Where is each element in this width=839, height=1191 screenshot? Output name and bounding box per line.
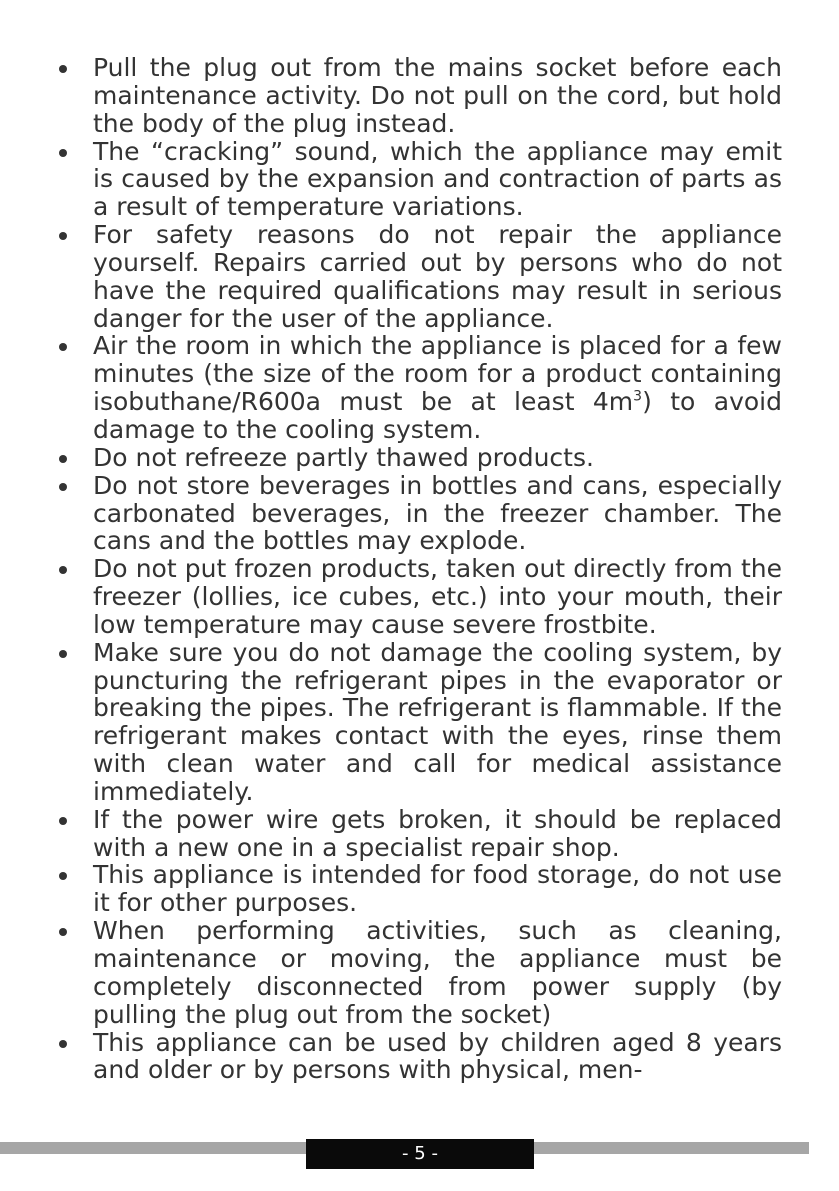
list-item-text: Do not store beverages in bottles and cans, especially carbonated beverages, in the freezer chamber. The cans and the bottles may explode. (93, 470, 782, 556)
list-item (55, 861, 782, 917)
page-number: - 5 - (306, 1139, 534, 1169)
list-item (55, 54, 782, 138)
list-item (55, 221, 782, 332)
list-item (55, 138, 782, 222)
bullet-icon (59, 566, 67, 574)
bullet-icon (59, 817, 67, 825)
list-item (55, 1029, 782, 1085)
document-body (55, 54, 782, 1084)
list-item (55, 639, 782, 806)
list-item (55, 472, 782, 556)
list-item-text: When performing activities, such as cleaning, maintenance or moving, the appliance must be completely disconnected from power supply (by pulling the plug out from the socket) (93, 916, 782, 1029)
bullet-icon (59, 483, 67, 491)
list-item (55, 917, 782, 1028)
list-item-text: Air the room in which the appliance is placed for a few minutes (the size of the room for a product containing isobuthane/R600a must be at least 4m (93, 331, 782, 417)
list-item-text: The “cracking” sound, which the appliance may emit is caused by the expansion and contraction of parts as a result of temperature variations. (93, 136, 782, 222)
list-item-text: This appliance is intended for food storage, do not use it for other purposes. (93, 860, 782, 918)
bullet-icon (59, 65, 67, 73)
list-item-text: For safety reasons do not repair the appliance yourself. Repairs carried out by persons who do not have the required qualiﬁcations may result in serious danger for the user of the appliance. (93, 220, 782, 333)
list-item-text: Do not refreeze partly thawed products. (93, 442, 594, 472)
bullet-icon (59, 455, 67, 463)
list-item (55, 444, 782, 472)
bullet-icon (59, 149, 67, 157)
list-item-text: This appliance can be used by children aged 8 years and older or by persons with physical, men- (93, 1027, 782, 1085)
bullet-icon (59, 872, 67, 880)
list-item-text: Do not put frozen products, taken out directly from the freezer (lollies, ice cubes, etc.) into your mouth, their low temperature may cause severe frostbite. (93, 554, 782, 639)
list-item-text: Make sure you do not damage the cooling system, by puncturing the refrigerant pipes in the evaporator or breaking the pipes. The refrigerant is ﬂammable. If the refrigerant makes contact with the eyes, rinse them with clean water and call for medical assistance immediately. (93, 637, 782, 806)
bullet-icon (59, 343, 67, 351)
list-item (55, 555, 782, 639)
bullet-icon (59, 650, 67, 658)
list-item (55, 332, 782, 443)
bullet-icon (59, 928, 67, 936)
bullet-icon (59, 1040, 67, 1048)
list-item (55, 806, 782, 862)
list-item-text: Pull the plug out from the mains socket before each maintenance activity. Do not pull on the cord, but hold the body of the plug instead. (93, 53, 782, 138)
superscript-exponent: 3 (633, 388, 643, 405)
list-item-text: If the power wire gets broken, it should be replaced with a new one in a specialist repair shop. (93, 804, 782, 862)
list-item-text-continued: ) to avoid damage to the cooling system. (93, 387, 782, 444)
safety-instructions-list (55, 54, 782, 1084)
bullet-icon (59, 232, 67, 240)
